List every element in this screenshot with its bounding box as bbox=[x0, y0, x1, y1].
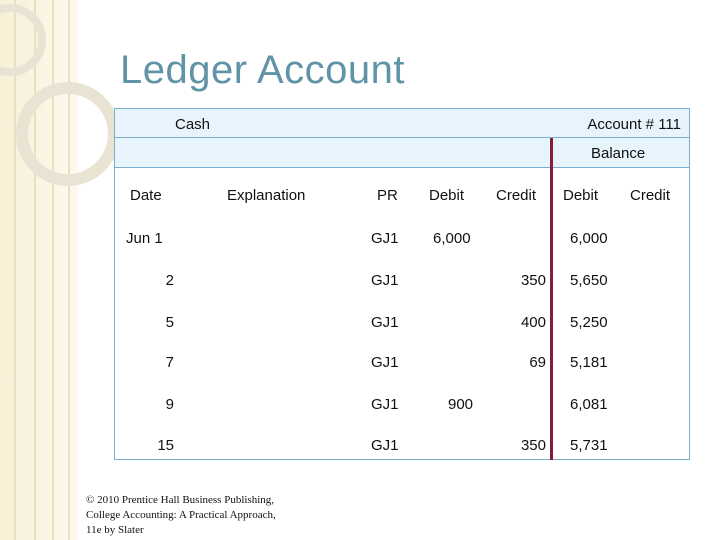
page-title: Ledger Account bbox=[120, 48, 405, 92]
account-name: Cash bbox=[175, 116, 211, 133]
row-balance-debit: 6,000 bbox=[570, 230, 608, 247]
row-date: 5 bbox=[165, 314, 174, 331]
row-pr: GJ1 bbox=[371, 354, 399, 371]
balance-divider bbox=[550, 138, 553, 460]
row-balance-debit: 5,250 bbox=[570, 314, 608, 331]
row-credit: 350 bbox=[520, 437, 546, 454]
balance-header-row bbox=[114, 138, 690, 168]
col-debit: Debit bbox=[429, 187, 465, 204]
decorative-line bbox=[52, 0, 54, 540]
row-pr: GJ1 bbox=[371, 314, 399, 331]
column-separator bbox=[362, 169, 365, 459]
col-date: Date bbox=[130, 187, 162, 204]
row-pr: GJ1 bbox=[371, 437, 399, 454]
col-credit: Credit bbox=[496, 187, 537, 204]
decorative-ring bbox=[16, 82, 120, 186]
row-debit: 6,000 bbox=[433, 230, 471, 247]
row-balance-debit: 6,081 bbox=[570, 396, 608, 413]
col-explanation: Explanation bbox=[227, 187, 306, 204]
row-debit: 900 bbox=[448, 396, 474, 413]
copyright-footer bbox=[86, 493, 276, 538]
account-header-row bbox=[114, 108, 690, 138]
row-date: 2 bbox=[165, 272, 174, 289]
row-date: 7 bbox=[165, 354, 174, 371]
col-pr: PR bbox=[377, 187, 398, 204]
row-credit: 69 bbox=[529, 354, 546, 371]
row-credit: 400 bbox=[520, 314, 546, 331]
col-balance-debit: Debit bbox=[563, 187, 599, 204]
decorative-side-panel bbox=[0, 0, 78, 540]
copyright-line: 11e by Slater bbox=[86, 524, 144, 536]
row-date: Jun 1 bbox=[126, 230, 163, 247]
account-number: Account # 111 bbox=[587, 116, 681, 133]
ledger-table bbox=[114, 108, 690, 460]
copyright-line: College Accounting: A Practical Approach, bbox=[86, 509, 276, 521]
copyright-line: © 2010 Prentice Hall Business Publishing, bbox=[86, 494, 275, 506]
row-date: 9 bbox=[165, 396, 174, 413]
row-pr: GJ1 bbox=[371, 272, 399, 289]
row-balance-debit: 5,650 bbox=[570, 272, 608, 289]
row-credit: 350 bbox=[520, 272, 546, 289]
col-balance-credit: Credit bbox=[630, 187, 671, 204]
row-pr: GJ1 bbox=[371, 396, 399, 413]
row-balance-debit: 5,731 bbox=[570, 437, 608, 454]
balance-label: Balance bbox=[591, 145, 646, 162]
decorative-line bbox=[34, 0, 36, 540]
decorative-line bbox=[14, 0, 16, 540]
decorative-line bbox=[68, 0, 70, 540]
column-separator bbox=[620, 169, 623, 459]
row-pr: GJ1 bbox=[371, 230, 399, 247]
column-separator bbox=[482, 169, 485, 459]
column-separator bbox=[412, 169, 415, 459]
row-date: 15 bbox=[157, 437, 174, 454]
row-balance-debit: 5,181 bbox=[570, 354, 608, 371]
column-separator bbox=[187, 169, 190, 459]
